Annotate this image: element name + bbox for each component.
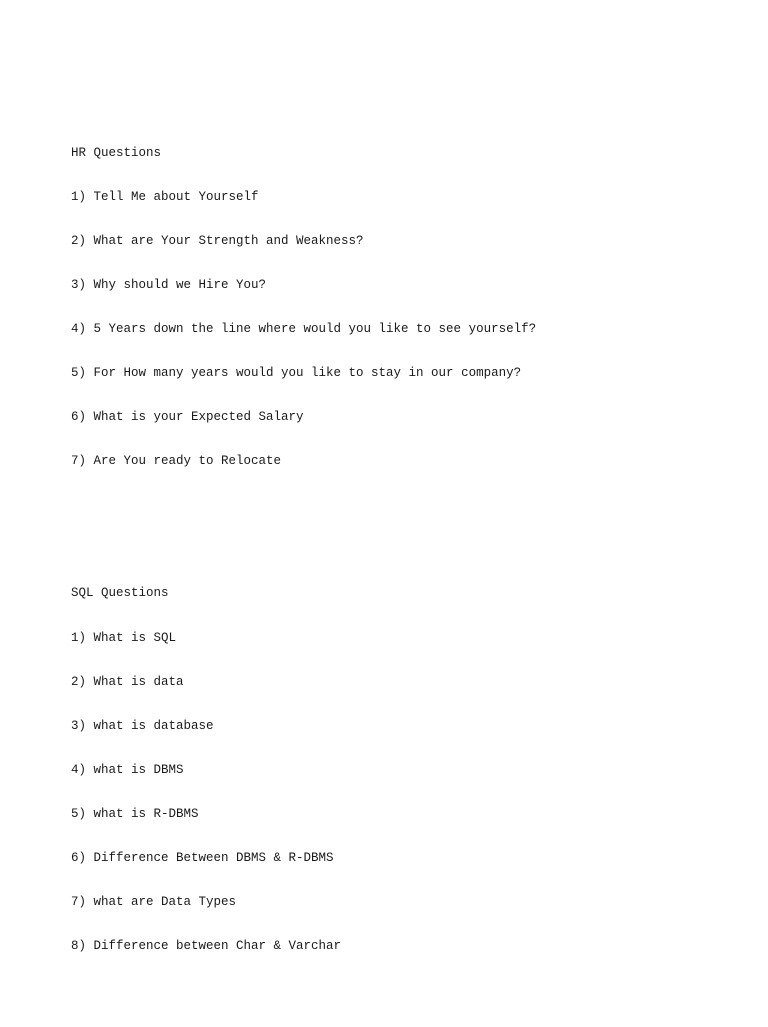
hr-questions-heading: HR Questions bbox=[71, 145, 162, 160]
hr-question-7: 7) Are You ready to Relocate bbox=[71, 454, 282, 469]
hr-question-3: 3) Why should we Hire You? bbox=[71, 277, 267, 292]
hr-question-6: 6) What is your Expected Salary bbox=[71, 410, 304, 425]
document-text bbox=[71, 72, 751, 1027]
sql-question-3: 3) what is database bbox=[71, 718, 214, 733]
hr-question-1: 1) Tell Me about Yourself bbox=[71, 189, 259, 204]
sql-question-6: 6) Difference Between DBMS & R-DBMS bbox=[71, 851, 334, 866]
sql-question-2: 2) What is data bbox=[71, 674, 184, 689]
hr-question-4: 4) 5 Years down the line where would you like to see yourself? bbox=[71, 321, 537, 336]
sql-questions-section bbox=[71, 557, 751, 983]
hr-questions-section bbox=[71, 116, 751, 498]
hr-question-5: 5) For How many years would you like to stay in our company? bbox=[71, 365, 522, 380]
sql-question-8: 8) Difference between Char & Varchar bbox=[71, 939, 342, 954]
hr-question-2: 2) What are Your Strength and Weakness? bbox=[71, 233, 364, 248]
sql-question-5: 5) what is R-DBMS bbox=[71, 806, 199, 821]
sql-question-7: 7) what are Data Types bbox=[71, 895, 237, 910]
sql-questions-heading: SQL Questions bbox=[71, 586, 169, 601]
sql-question-1: 1) What is SQL bbox=[71, 630, 177, 645]
sql-question-4: 4) what is DBMS bbox=[71, 762, 184, 777]
